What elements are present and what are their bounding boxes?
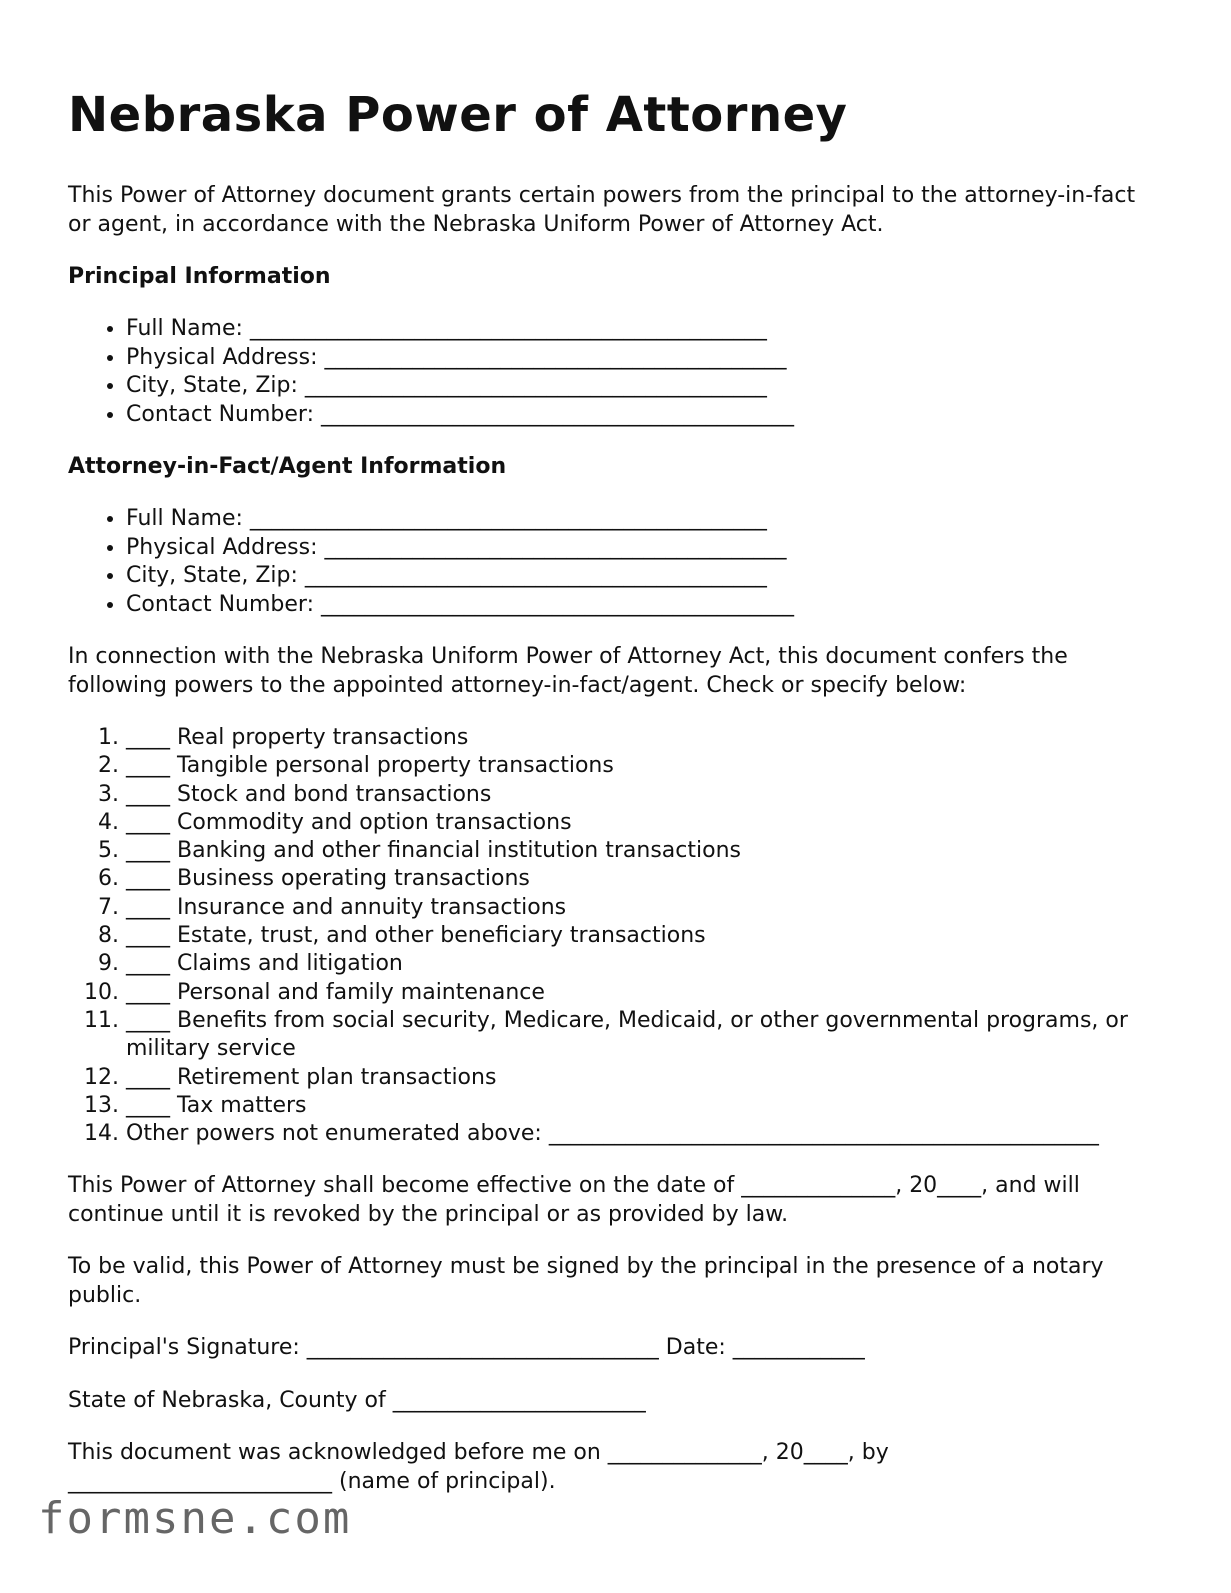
power-item: 9. ____ Claims and litigation <box>126 950 1158 978</box>
power-item-other: 14. Other powers not enumerated above: __________________________________________________ <box>126 1120 1158 1148</box>
agent-fields <box>68 505 1158 619</box>
principal-contact-number-field: • Contact Number: ___________________________________________ <box>126 401 1158 430</box>
power-item: 10. ____ Personal and family maintenance <box>126 979 1158 1007</box>
principal-fields <box>68 315 1158 429</box>
power-item: 11. ____ Benefits from social security, Medicare, Medicaid, or other governmental programs, or military service <box>126 1007 1158 1064</box>
page-title: Nebraska Power of Attorney <box>68 87 848 143</box>
acknowledgment-paragraph: This document was acknowledged before me on ______________, 20____, by ________________________ (name of principal). <box>68 1440 889 1494</box>
powers-list <box>68 724 1158 1148</box>
intro-paragraph: This Power of Attorney document grants certain powers from the principal to the attorney-in-fact or agent, in accordance with the Nebraska Uniform Power of Attorney Act. <box>68 183 1136 237</box>
agent-address-field: • Physical Address: __________________________________________ <box>126 534 1158 563</box>
power-item: 4. ____ Commodity and option transactions <box>126 809 1158 837</box>
power-item: 5. ____ Banking and other financial institution transactions <box>126 837 1158 865</box>
watermark: formsne.com <box>38 1493 352 1544</box>
document <box>68 80 1158 1520</box>
signature-line: Principal's Signature: ________________________________ Date: ____________ <box>68 1335 865 1361</box>
county-line: State of Nebraska, County of _______________________ <box>68 1387 646 1413</box>
principal-city-state-zip-field: • City, State, Zip: __________________________________________ <box>126 372 1158 401</box>
power-item: 13. ____ Tax matters <box>126 1092 1158 1120</box>
principal-heading: Principal Information <box>68 264 331 289</box>
power-item: 8. ____ Estate, trust, and other beneficiary transactions <box>126 922 1158 950</box>
validity-paragraph: To be valid, this Power of Attorney must be signed by the principal in the presence of a notary public. <box>68 1254 1104 1308</box>
power-item: 1. ____ Real property transactions <box>126 724 1158 752</box>
power-item: 6. ____ Business operating transactions <box>126 865 1158 893</box>
principal-address-field: • Physical Address: __________________________________________ <box>126 344 1158 373</box>
power-item: 3. ____ Stock and bond transactions <box>126 781 1158 809</box>
agent-contact-number-field: • Contact Number: ___________________________________________ <box>126 591 1158 620</box>
effective-date-paragraph: This Power of Attorney shall become effective on the date of ______________, 20____, and will continue until it is revoked by the principal or as provided by law. <box>68 1173 1080 1227</box>
power-item: 7. ____ Insurance and annuity transactions <box>126 894 1158 922</box>
agent-heading: Attorney-in-Fact/Agent Information <box>68 454 507 479</box>
agent-city-state-zip-field: • City, State, Zip: __________________________________________ <box>126 562 1158 591</box>
agent-full-name-field: • Full Name: _______________________________________________ <box>126 505 1158 534</box>
powers-intro-paragraph: In connection with the Nebraska Uniform Power of Attorney Act, this document confers the following powers to the appointed attorney-in-fact/agent. Check or specify below: <box>68 644 1068 698</box>
power-item: 12. ____ Retirement plan transactions <box>126 1064 1158 1092</box>
principal-full-name-field: • Full Name: _______________________________________________ <box>126 315 1158 344</box>
power-item: 2. ____ Tangible personal property transactions <box>126 752 1158 780</box>
